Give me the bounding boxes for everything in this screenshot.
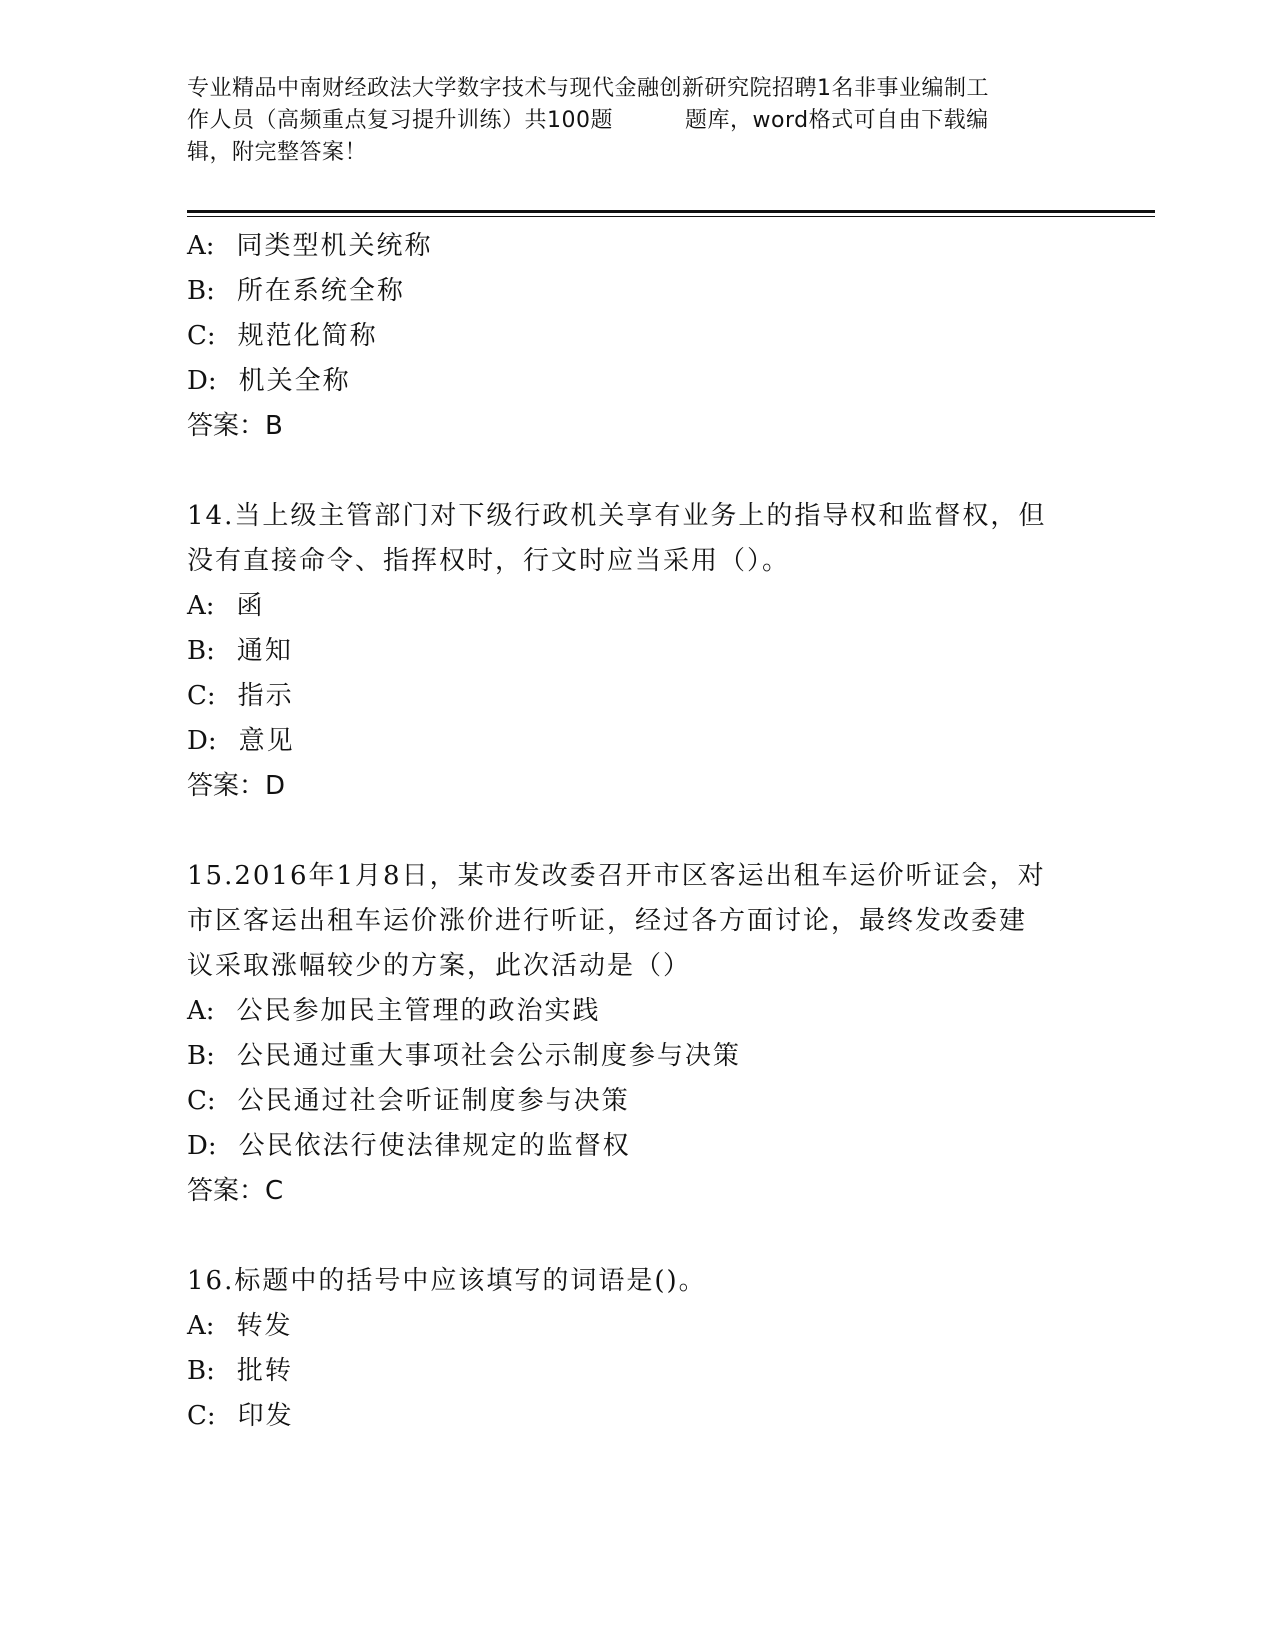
option-b: B: 所在系统全称 — [187, 276, 405, 306]
option-c: C: 公民通过社会听证制度参与决策 — [187, 1086, 630, 1116]
question-list — [187, 224, 1087, 1439]
option-text: 印发 — [237, 1401, 294, 1431]
header-divider-thin — [187, 216, 1155, 217]
option-a: A: 同类型机关统称 — [187, 231, 433, 261]
question-15 — [187, 854, 1087, 1214]
answer-line: 答案：C — [187, 1176, 284, 1206]
option-text: 意见 — [238, 726, 295, 756]
option-c: C: 印发 — [187, 1401, 294, 1431]
document-header — [187, 73, 1087, 169]
header-line-2-part-a: 作人员（高频重点复习提升训练）共100题 — [187, 108, 613, 133]
answer-line: 答案：B — [187, 411, 283, 441]
header-line-2-part-b: 题库，word格式可自由下载编 — [685, 108, 989, 133]
question-14 — [187, 494, 1087, 809]
option-d: D: 意见 — [187, 726, 295, 756]
question-13 — [187, 224, 1087, 449]
option-text: 通知 — [236, 636, 293, 666]
option-text: 公民依法行使法律规定的监督权 — [238, 1131, 631, 1161]
option-a: A: 函 — [187, 591, 265, 621]
option-b: B: 通知 — [187, 636, 293, 666]
option-c: C: 规范化简称 — [187, 321, 378, 351]
header-line-1: 专业精品中南财经政法大学数字技术与现代金融创新研究院招聘1名非事业编制工 — [187, 76, 989, 101]
option-a: A: 公民参加民主管理的政治实践 — [187, 996, 601, 1026]
option-text: 规范化简称 — [237, 321, 378, 351]
question-text-line: 没有直接命令、指挥权时，行文时应当采用（）。 — [187, 546, 791, 576]
question-16 — [187, 1259, 1087, 1439]
option-d: D: 公民依法行使法律规定的监督权 — [187, 1131, 631, 1161]
question-text-line: 16.标题中的括号中应该填写的词语是()。 — [187, 1266, 707, 1296]
option-a: A: 转发 — [187, 1311, 293, 1341]
option-text: 机关全称 — [238, 366, 351, 396]
question-text-line: 市区客运出租车运价涨价进行听证，经过各方面讨论，最终发改委建 — [187, 906, 1028, 936]
question-text-line: 15.2016年1月8日，某市发改委召开市区客运出租车运价听证会，对 — [187, 861, 1046, 891]
option-text: 指示 — [237, 681, 294, 711]
header-line-2 — [187, 105, 1087, 137]
option-text: 公民通过重大事项社会公示制度参与决策 — [236, 1041, 741, 1071]
option-d: D: 机关全称 — [187, 366, 351, 396]
option-b: B: 批转 — [187, 1356, 293, 1386]
question-text-line: 议采取涨幅较少的方案，此次活动是（） — [187, 951, 692, 981]
option-text: 公民参加民主管理的政治实践 — [236, 996, 601, 1026]
option-text: 批转 — [236, 1356, 293, 1386]
option-text: 所在系统全称 — [236, 276, 405, 306]
option-text: 函 — [236, 591, 265, 621]
option-text: 转发 — [236, 1311, 293, 1341]
option-b: B: 公民通过重大事项社会公示制度参与决策 — [187, 1041, 741, 1071]
answer-line: 答案：D — [187, 771, 286, 801]
option-text: 同类型机关统称 — [236, 231, 433, 261]
header-line-3: 辑，附完整答案！ — [187, 140, 368, 165]
option-c: C: 指示 — [187, 681, 294, 711]
option-text: 公民通过社会听证制度参与决策 — [237, 1086, 630, 1116]
question-text-line: 14.当上级主管部门对下级行政机关享有业务上的指导权和监督权，但 — [187, 501, 1047, 531]
header-divider-thick — [187, 210, 1155, 213]
